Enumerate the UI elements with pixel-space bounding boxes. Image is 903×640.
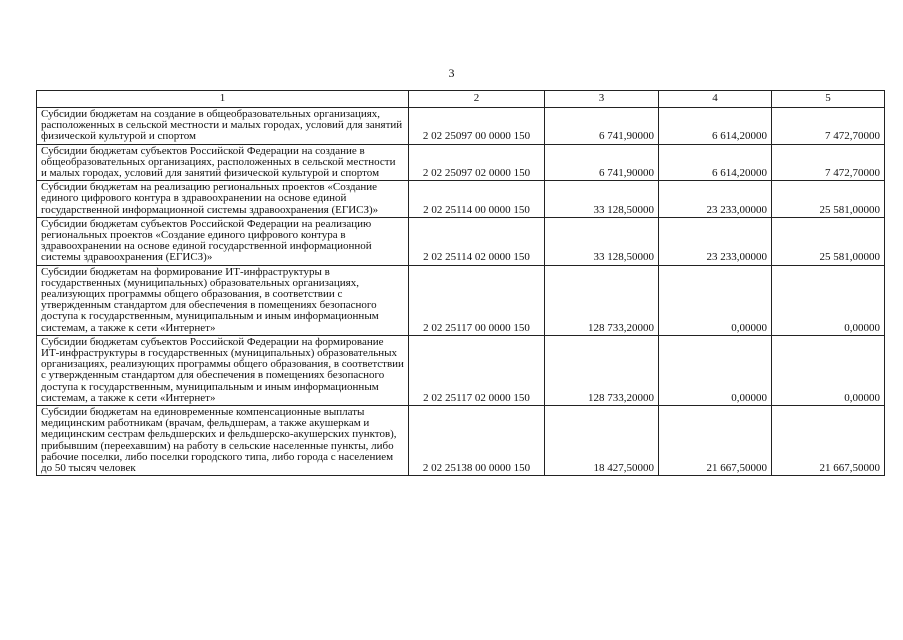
- row-value-col5: 21 667,50000: [772, 406, 885, 476]
- table-row: [37, 181, 885, 218]
- row-value-col3: 128 733,20000: [545, 335, 659, 405]
- row-code: 2 02 25114 02 0000 150: [409, 217, 545, 265]
- budget-table: [36, 90, 885, 476]
- table-row: [37, 406, 885, 476]
- table-row: [37, 265, 885, 335]
- row-value-col3: 6 741,90000: [545, 108, 659, 145]
- row-value-col5: 0,00000: [772, 265, 885, 335]
- row-value-col4: 6 614,20000: [659, 144, 772, 181]
- row-value-col5: 7 472,70000: [772, 144, 885, 181]
- row-value-col5: 0,00000: [772, 335, 885, 405]
- column-header: 2: [409, 91, 545, 108]
- column-header: 4: [659, 91, 772, 108]
- row-value-col3: 33 128,50000: [545, 181, 659, 218]
- row-code: 2 02 25117 02 0000 150: [409, 335, 545, 405]
- row-value-col5: 7 472,70000: [772, 108, 885, 145]
- row-value-col4: 23 233,00000: [659, 181, 772, 218]
- row-description: Субсидии бюджетам на единовременные компенсационные выплаты медицинским работникам (врачам, фельдшерам, а также акушеркам и медицинским сестрам фельдшерских и фельдшерско-акушерских пунктов), прибывшим (переехавшим) на работу в сельские населенные пункты, либо рабочие поселки, либо поселки городского типа, либо города с населением до 50 тысяч человек: [37, 406, 409, 476]
- row-value-col3: 6 741,90000: [545, 144, 659, 181]
- column-header: 1: [37, 91, 409, 108]
- row-value-col4: 0,00000: [659, 265, 772, 335]
- row-value-col4: 21 667,50000: [659, 406, 772, 476]
- row-code: 2 02 25117 00 0000 150: [409, 265, 545, 335]
- row-description: Субсидии бюджетам субъектов Российской Федерации на реализацию региональных проектов «Создание единого цифрового контура в здравоохранении на основе единой государственной информационной системы здравоохранения (ЕГИСЗ)»: [37, 217, 409, 265]
- row-code: 2 02 25114 00 0000 150: [409, 181, 545, 218]
- row-value-col4: 6 614,20000: [659, 108, 772, 145]
- row-description: Субсидии бюджетам на формирование ИТ-инфраструктуры в государственных (муниципальных) образовательных организациях, реализующих программы общего образования, в соответствии с утвержденным стандартом для обеспечения в помещениях безопасного доступа к государственным, муниципальным и иным информационным системам, а также к сети «Интернет»: [37, 265, 409, 335]
- row-description: Субсидии бюджетам субъектов Российской Федерации на создание в общеобразовательных организациях, расположенных в сельской местности и малых городах, условий для занятий физической культурой и спортом: [37, 144, 409, 181]
- row-code: 2 02 25097 00 0000 150: [409, 108, 545, 145]
- row-value-col4: 23 233,00000: [659, 217, 772, 265]
- row-description: Субсидии бюджетам на реализацию региональных проектов «Создание единого цифрового контура в здравоохранении на основе единой государственной информационной системы здравоохранения (ЕГИСЗ)»: [37, 181, 409, 218]
- row-value-col4: 0,00000: [659, 335, 772, 405]
- row-value-col5: 25 581,00000: [772, 217, 885, 265]
- column-header: 5: [772, 91, 885, 108]
- row-value-col3: 18 427,50000: [545, 406, 659, 476]
- table-row: [37, 108, 885, 145]
- row-description: Субсидии бюджетам на создание в общеобразовательных организациях, расположенных в сельской местности и малых городах, условий для занятий физической культурой и спортом: [37, 108, 409, 145]
- row-code: 2 02 25097 02 0000 150: [409, 144, 545, 181]
- row-value-col5: 25 581,00000: [772, 181, 885, 218]
- row-value-col3: 33 128,50000: [545, 217, 659, 265]
- table-row: [37, 144, 885, 181]
- row-value-col3: 128 733,20000: [545, 265, 659, 335]
- row-description: Субсидии бюджетам субъектов Российской Федерации на формирование ИТ-инфраструктуры в государственных (муниципальных) образовательных организациях, реализующих программы общего образования, в соответствии с утвержденным стандартом для обеспечения в помещениях безопасного доступа к государственным, муниципальным и иным информационным системам, а также к сети «Интернет»: [37, 335, 409, 405]
- header-row: [37, 91, 885, 108]
- page-number: 3: [448, 66, 455, 80]
- table-row: [37, 335, 885, 405]
- row-code: 2 02 25138 00 0000 150: [409, 406, 545, 476]
- table-row: [37, 217, 885, 265]
- column-header: 3: [545, 91, 659, 108]
